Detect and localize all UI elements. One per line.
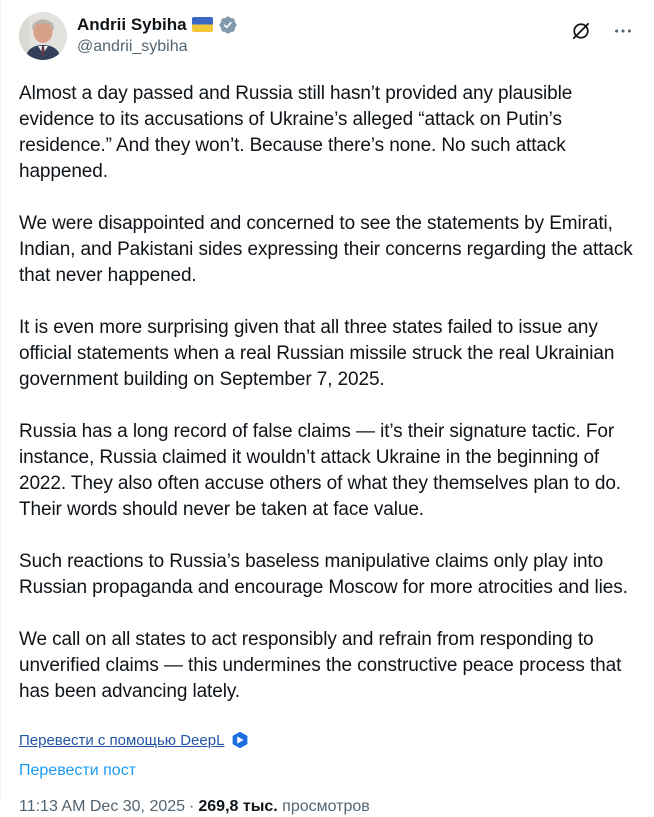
tweet-paragraph: We were disappointed and concerned to see the statements by Emirati, Indian, and Pakistani sides expressing their concerns regarding the attack that never happened. bbox=[19, 213, 633, 286]
translate-post-button[interactable]: Перевести пост bbox=[19, 762, 137, 779]
author-info bbox=[77, 12, 570, 57]
author-name[interactable]: Andrii Sybiha bbox=[77, 15, 187, 34]
tweet-meta bbox=[19, 797, 636, 817]
avatar-portrait bbox=[19, 12, 67, 60]
grok-icon bbox=[570, 20, 592, 42]
deepl-icon bbox=[231, 731, 249, 749]
header-actions bbox=[570, 12, 636, 42]
deepl-translate-row bbox=[19, 731, 636, 749]
views-count: 269,8 тыс. bbox=[198, 798, 278, 815]
timestamp[interactable]: 11:13 AM Dec 30, 2025 bbox=[19, 798, 186, 815]
tweet-paragraph: Russia has a long record of false claims — it’s their signature tactic. For instance, Russia claimed it wouldn’t attack Ukraine in the beginning of 2022. They also often accuse others of what they themselves plan to do. Their words should never be taken at face value. bbox=[19, 421, 621, 520]
meta-separator: · bbox=[189, 798, 195, 815]
tweet-paragraph: We call on all states to act responsibly and refrain from responding to unverified claims — this undermines the constructive peace process that has been advancing lately. bbox=[19, 629, 622, 702]
tweet-header bbox=[19, 12, 636, 60]
more-ellipsis-icon bbox=[612, 20, 634, 42]
more-button[interactable] bbox=[612, 20, 634, 42]
ukraine-flag-icon bbox=[192, 17, 213, 32]
translate-with-deepl-link[interactable]: Перевести с помощью DeepL bbox=[19, 731, 225, 749]
author-name-row bbox=[77, 14, 570, 35]
tweet-text bbox=[19, 81, 636, 780]
author-handle[interactable]: @andrii_sybiha bbox=[77, 38, 188, 55]
tweet-paragraph: Almost a day passed and Russia still hasn’t provided any plausible evidence to its accusations of Ukraine’s alleged “attack on Putin’s residence.” And they won’t. Because there’s none. No such attack happened. bbox=[19, 83, 573, 182]
tweet-paragraph: Such reactions to Russia’s baseless manipulative claims only play into Russian propaganda and encourage Moscow for more atrocities and lies. bbox=[19, 551, 628, 598]
avatar[interactable] bbox=[19, 12, 67, 60]
views-label: просмотров bbox=[282, 798, 370, 815]
grok-actions-button[interactable] bbox=[570, 20, 592, 42]
tweet-paragraph: It is even more surprising given that all three states failed to issue any official statements when a real Russian missile struck the real Ukrainian government building on September 7, 2025. bbox=[19, 317, 615, 390]
verified-badge-icon bbox=[218, 15, 238, 35]
